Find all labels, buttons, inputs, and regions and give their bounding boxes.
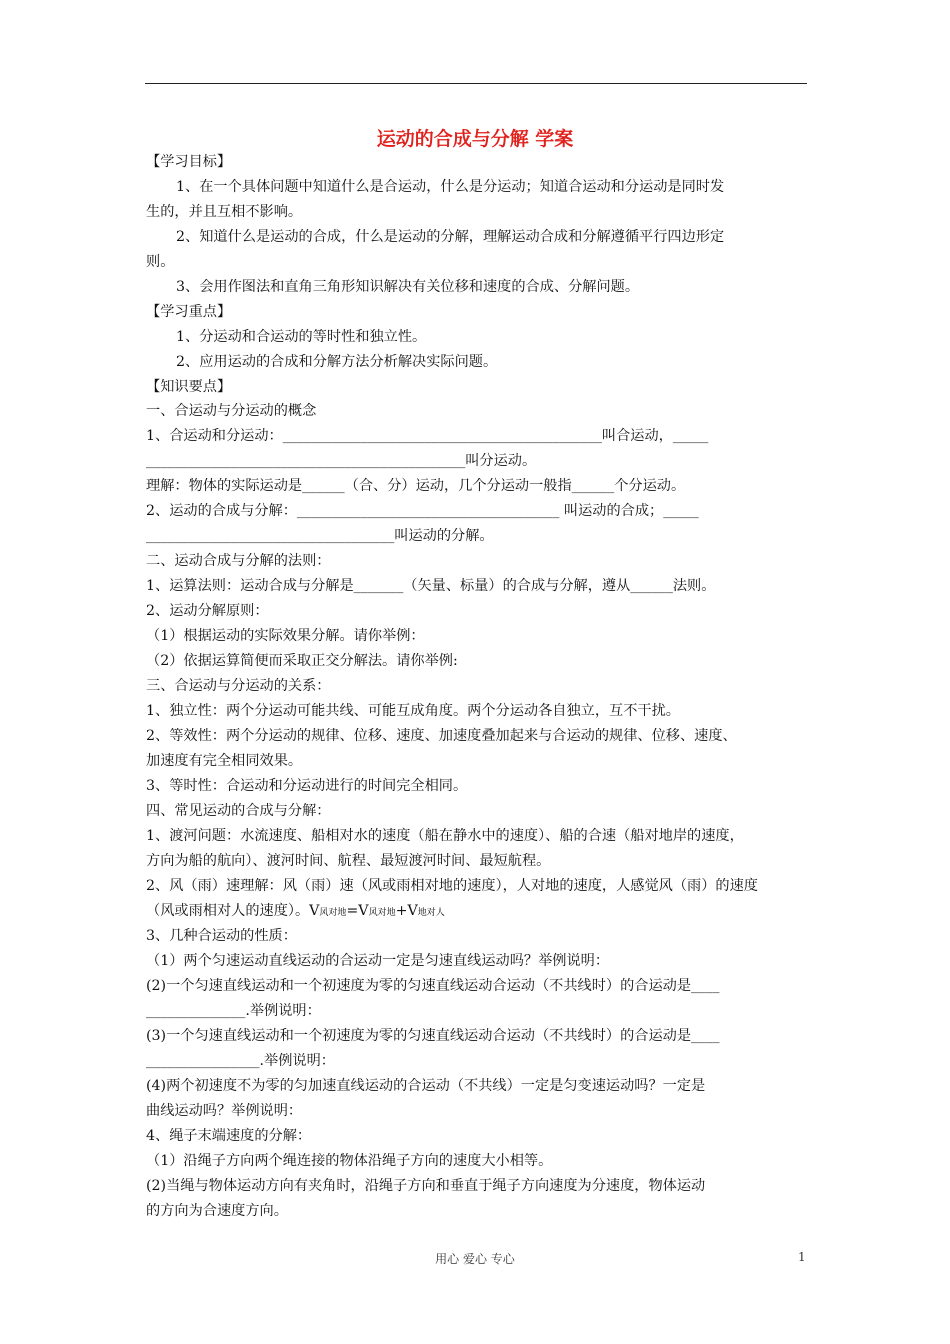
paragraph-line: （1）两个匀速运动直线运动的合运动一定是匀速直线运动吗？举例说明：: [146, 953, 610, 969]
paragraph-line: 1、在一个具体问题中知道什么是合运动，什么是分运动；知道合运动和分运动是同时发: [176, 179, 725, 195]
paragraph-line: 3、会用作图法和直角三角形知识解决有关位移和速度的合成、分解问题。: [176, 279, 640, 295]
formula-line: [146, 901, 445, 923]
paragraph-line: 1、渡河问题：水流速度、船相对水的速度（船在静水中的速度）、船的合速（船对地岸的速度，: [146, 828, 744, 844]
paragraph-line: 曲线运动吗？举例说明：: [146, 1103, 303, 1119]
paragraph-line: 理解：物体的实际运动是______（合、分）运动，几个分运动一般指______个分运动。: [146, 478, 686, 494]
paragraph-line: (3)一个匀速直线运动和一个初速度为零的匀速直线运动合运动（不共线时）的合运动是____: [146, 1028, 720, 1044]
paragraph-line: ___________________________________叫运动的分解。: [146, 528, 494, 544]
section-heading: 【学习重点】: [146, 304, 232, 320]
subsection-heading: 二、运动合成与分解的法则：: [146, 553, 331, 569]
paragraph-line: 则。: [146, 254, 175, 270]
formula-subscript: 风对地: [319, 908, 347, 918]
paragraph-line: 的方向为合速度方向。: [146, 1203, 288, 1219]
paragraph-line: (2)一个匀速直线运动和一个初速度为零的匀速直线运动合运动（不共线时）的合运动是____: [146, 978, 720, 994]
formula-text: （风或雨相对人的速度）。V: [146, 903, 320, 919]
paragraph-line: 3、等时性：合运动和分运动进行的时间完全相同。: [146, 778, 468, 794]
subsection-heading: 四、常见运动的合成与分解：: [146, 803, 331, 819]
paragraph-line: 3、几种合运动的性质：: [146, 928, 297, 944]
paragraph-line: 2、等效性：两个分运动的规律、位移、速度、加速度叠加起来与合运动的规律、位移、速度、: [146, 728, 737, 744]
page-footer: 用心 爱心 专心: [435, 1252, 515, 1266]
formula-text: =V: [346, 903, 369, 919]
paragraph-line: ______________.举例说明：: [146, 1003, 321, 1019]
section-heading: 【学习目标】: [146, 154, 232, 170]
paragraph-line: 2、运动的合成与分解：_____________________________________ 叫运动的合成；_____: [146, 503, 699, 519]
paragraph-line: 2、知道什么是运动的合成，什么是运动的分解，理解运动合成和分解遵循平行四边形定: [176, 229, 725, 245]
paragraph-line: (2)当绳与物体运动方向有夹角时，沿绳子方向和垂直于绳子方向速度为分速度，物体运动: [146, 1178, 706, 1194]
header-rule: [145, 83, 807, 84]
paragraph-line: 方向为船的航向）、渡河时间、航程、最短渡河时间、最短航程。: [146, 853, 551, 869]
paragraph-line: 加速度有完全相同效果。: [146, 753, 303, 769]
paragraph-line: （1）沿绳子方向两个绳连接的物体沿绳子方向的速度大小相等。: [146, 1153, 553, 1169]
subsection-heading: 三、合运动与分运动的关系：: [146, 678, 331, 694]
subsection-heading: 一、合运动与分运动的概念: [146, 403, 317, 419]
paragraph-line: 1、合运动和分运动：_____________________________________________叫合运动，_____: [146, 428, 709, 444]
paragraph-line: 2、运动分解原则：: [146, 603, 269, 619]
formula-text: +V: [395, 903, 418, 919]
paragraph-line: (4)两个初速度不为零的匀加速直线运动的合运动（不共线）一定是匀变速运动吗？一定是: [146, 1078, 706, 1094]
paragraph-line: 1、运算法则：运动合成与分解是_______（矢量、标量）的合成与分解，遵从______法则。: [146, 578, 716, 594]
paragraph-line: 2、风（雨）速理解：风（雨）速（风或雨相对地的速度），人对地的速度，人感觉风（雨）的速度: [146, 878, 758, 894]
section-heading: 【知识要点】: [146, 379, 232, 395]
paragraph-line: （2）依据运算简便而采取正交分解法。请你举例:: [146, 653, 458, 669]
paragraph-line: 1、分运动和合运动的等时性和独立性。: [176, 329, 427, 345]
paragraph-line: _____________________________________________叫分运动。: [146, 453, 537, 469]
page-title: 运动的合成与分解 学案: [376, 128, 574, 150]
paragraph-line: 1、独立性：两个分运动可能共线、可能互成角度。两个分运动各自独立，互不干扰。: [146, 703, 680, 719]
page-number: 1: [798, 1250, 806, 1264]
formula-subscript: 风对地: [368, 908, 396, 918]
formula-subscript: 地对人: [417, 908, 445, 918]
paragraph-line: ________________.举例说明：: [146, 1053, 335, 1069]
paragraph-line: 4、绳子末端速度的分解：: [146, 1128, 312, 1144]
paragraph-line: （1）根据运动的实际效果分解。请你举例：: [146, 628, 425, 644]
paragraph-line: 生的，并且互相不影响。: [146, 204, 303, 220]
paragraph-line: 2、应用运动的合成和分解方法分析解决实际问题。: [176, 354, 498, 370]
